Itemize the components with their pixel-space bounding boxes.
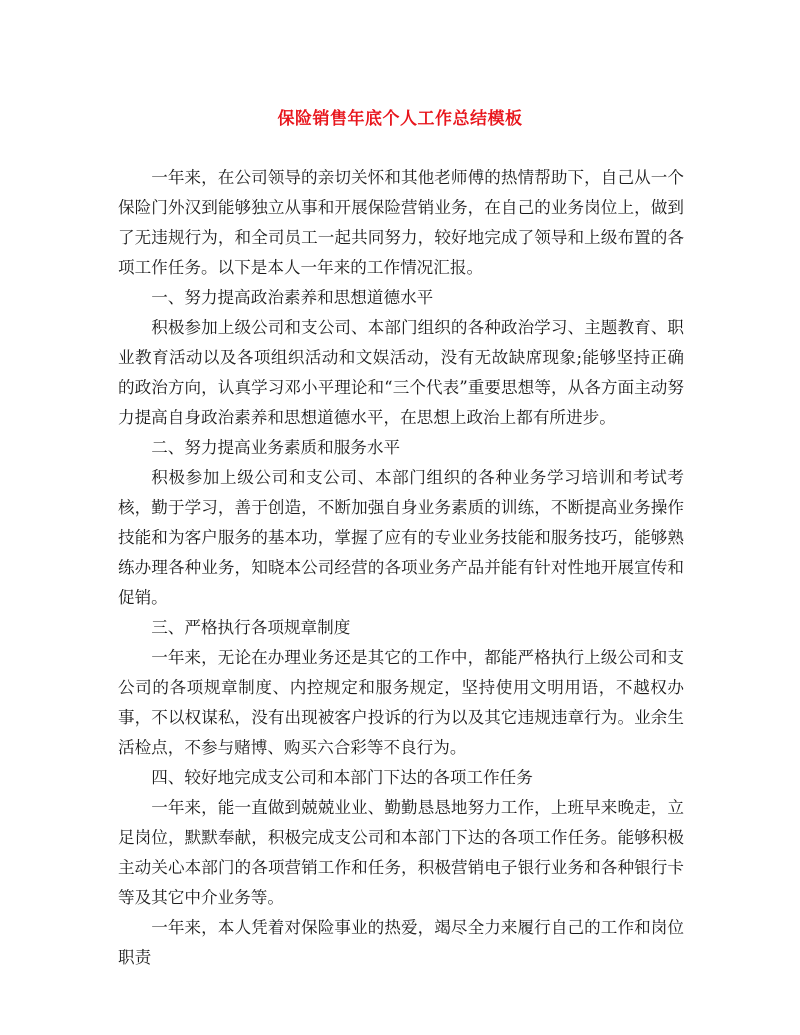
document-title: 保险销售年底个人工作总结模板 — [277, 109, 523, 129]
paragraph-section-4: 一年来，能一直做到兢兢业业、勤勤恳恳地努力工作，上班早来晚走，立足岗位，默默奉献，积极完成支公司和本部门下达的各项工作任务。能够积极主动关心本部门的各项营销工作和任务，积极营销电子银行业务和各种银行卡等及其它中介业务等。 — [118, 798, 684, 907]
section-heading-4: 四、较好地完成支公司和本部门下达的各项工作任务 — [151, 768, 533, 787]
paragraph-section-1: 积极参加上级公司和支公司、本部门组织的各种政治学习、主题教育、职业教育活动以及各项组织活动和文娱活动，没有无故缺席现象;能够坚持正确的政治方向，认真学习邓小平理论和“三个代表”重要思想等，从各方面主动努力提高自身政治素养和思想道德水平，在思想上政治上都有所进步。 — [118, 318, 684, 427]
paragraph-section-2: 积极参加上级公司和支公司、本部门组织的各种业务学习培训和考试考核，勤于学习，善于创造，不断加强自身业务素质的训练，不断提高业务操作技能和为客户服务的基本功，掌握了应有的专业业务技能和服务技巧，能够熟练办理各种业务，知晓本公司经营的各项业务产品并能有针对性地开展宣传和促销。 — [118, 468, 684, 607]
section-heading-2: 二、努力提高业务素质和服务水平 — [151, 438, 401, 457]
section-heading-1: 一、努力提高政治素养和思想道德水平 — [151, 288, 434, 307]
section-heading-3: 三、严格执行各项规章制度 — [151, 618, 351, 637]
paragraph-section-3: 一年来，无论在办理业务还是其它的工作中，都能严格执行上级公司和支公司的各项规章制度、内控规定和服务规定，坚持使用文明用语，不越权办事，不以权谋私，没有出现被客户投诉的行为以及其它违规违章行为。业余生活检点，不参与赌博、购买六合彩等不良行为。 — [118, 648, 684, 757]
paragraph-intro: 一年来，在公司领导的亲切关怀和其他老师傅的热情帮助下，自己从一个保险门外汉到能够独立从事和开展保险营销业务，在自己的业务岗位上，做到了无违规行为，和全司员工一起共同努力，较好地完成了领导和上级布置的各项工作任务。以下是本人一年来的工作情况汇报。 — [118, 168, 684, 277]
paragraph-closing: 一年来，本人凭着对保险事业的热爱，竭尽全力来履行自己的工作和岗位职责 — [118, 918, 684, 967]
document-body — [118, 163, 684, 973]
